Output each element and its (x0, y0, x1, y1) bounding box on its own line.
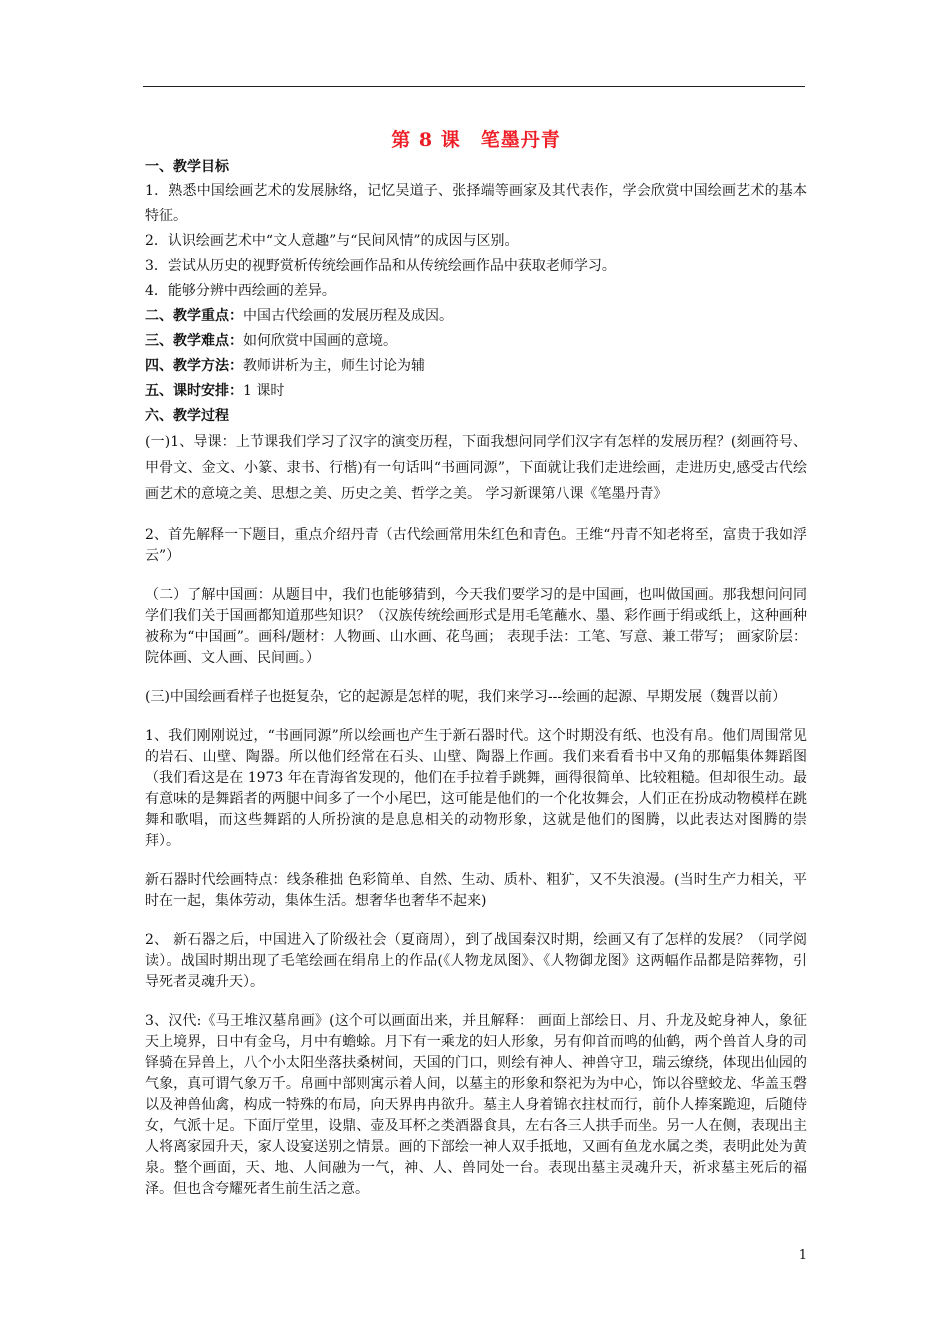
page-number: 1 (798, 1248, 807, 1263)
paragraph-gap (145, 669, 807, 687)
paragraph-gap (145, 993, 807, 1011)
difficulty-value: 如何欣赏中国画的意境。 (243, 333, 397, 349)
schedule-value: 1 课时 (243, 383, 285, 399)
process-paragraph: 新石器时代绘画特点：线条稚拙 色彩简单、自然、生动、质朴、粗犷，又不失浪漫。(当时生产力相关，平时在一起，集体劳动，集体生活。想奢华也奢华不起来) (145, 872, 807, 909)
goal-item: 3．尝试从历史的视野赏析传统绘画作品和从传统绘画作品中获取老师学习。 (145, 258, 616, 274)
goals-heading: 一、教学目标 (145, 159, 229, 175)
paragraph-gap (145, 567, 807, 585)
key-point (145, 304, 807, 329)
document-body (145, 126, 807, 1200)
paragraph-gap (145, 507, 807, 525)
difficulty (145, 329, 807, 354)
header-rule (143, 86, 805, 87)
process-paragraph: 1、我们刚刚说过，“书画同源”所以绘画也产生于新石器时代。这个时期没有纸、也没有帛。他们周围常见的岩石、山壁、陶器。所以他们经常在石头、山壁、陶器上作画。我们来看看书中又角的那幅集体舞蹈图（我们看这是在 1973 年在青海省发现的，他们在手拉着手跳舞，画得很简单、比较粗糙。但却很生动。最有意味的是舞蹈者的两腿中间多了一个小尾巴，这可能是他们的一个化妆舞会，人们正在扮成动物模样在跳舞和歌唱，而这些舞蹈的人所扮演的是息息相关的动物形象，这就是他们的图腾，以此表达对图腾的崇拜）。 (145, 728, 807, 849)
difficulty-label: 三、教学难点： (145, 333, 243, 349)
goal-item: 4．能够分辨中西绘画的差异。 (145, 283, 336, 299)
process-paragraph: 2、首先解释一下题目，重点介绍丹青（古代绘画常用朱红色和青色。王维“丹青不知老将至，富贵于我如浮云”） (145, 527, 807, 564)
schedule-label: 五、课时安排： (145, 383, 243, 399)
paragraph-gap (145, 912, 807, 930)
paragraph-gap (145, 708, 807, 726)
schedule (145, 379, 807, 404)
process-paragraph: 2、 新石器之后，中国进入了阶级社会（夏商周），到了战国秦汉时期，绘画又有了怎样的发展？（同学阅读）。战国时期出现了毛笔绘画在绢帛上的作品(《人物龙凤图》、《人物御龙图》这两幅作品都是陪葬物，引导死者灵魂升天）。 (145, 932, 807, 990)
process-paragraph: (三)中国绘画看样子也挺复杂，它的起源是怎样的呢，我们来学习---绘画的起源、早期发展（魏晋以前） (145, 689, 787, 705)
process-paragraph: (一)1、导课：上节课我们学习了汉字的演变历程，下面我想问同学们汉字有怎样的发展历程？(刻画符号、甲骨文、金文、小篆、隶书、行楷)有一句话叫“书画同源”，下面就让我们走进绘画，走进历史,感受古代绘画艺术的意境之美、思想之美、历史之美、哲学之美。 学习新课第八课《笔墨丹青》 (145, 434, 807, 502)
method (145, 354, 807, 379)
key-point-value: 中国古代绘画的发展历程及成因。 (243, 308, 453, 324)
method-value: 教师讲析为主，师生讨论为辅 (243, 358, 425, 374)
process-paragraph: 3、汉代:《马王堆汉墓帛画》(这个可以画面出来，并且解释： 画面上部绘日、月、升龙及蛇身神人，象征天上境界，日中有金乌，月中有蟾蜍。月下有一乘龙的妇人形象，另有仰首而鸣的仙鹤，两个兽首人身的司铎骑在异兽上，八个小太阳坐落扶桑树间，天国的门口，则绘有神人、神兽守卫，瑞云缭绕，体现出仙园的气象，真可谓气象万千。帛画中部则寓示着人间，以墓主的形象和祭祀为为中心，饰以谷壁蛟龙、华盖玉磬以及神兽仙禽，构成一特殊的布局，向天界冉冉欲升。墓主人身着锦衣拄杖而行，前仆人捧案跪迎，后随侍女，气派十足。下面厅堂里，设鼎、壶及耳杯之类酒器食具，左右各三人拱手而坐。另一人在侧，表现出主人将离家园升天，家人设宴送别之情景。画的下部绘一神人双手抵地，又画有鱼龙水属之类，表明此处为黄泉。整个画面，天、地、人间融为一气，神、人、兽同处一台。表现出墓主灵魂升天，祈求墓主死后的福泽。但也含夸耀死者生前生活之意。 (145, 1013, 807, 1197)
key-point-label: 二、教学重点： (145, 308, 243, 324)
page-title: 第 8 课 笔墨丹青 (391, 129, 561, 151)
paragraph-gap (145, 852, 807, 870)
process-heading: 六、教学过程 (145, 408, 229, 424)
method-label: 四、教学方法： (145, 358, 243, 374)
process-paragraph: （二）了解中国画：从题目中，我们也能够猜到，今天我们要学习的是中国画，也叫做国画。那我想问问同学们我们关于国画都知道那些知识？（汉族传统绘画形式是用毛笔蘸水、墨、彩作画于绢或纸上，这种画种被称为“中国画”。画科/题材：人物画、山水画、花鸟画； 表现手法：工笔、写意、兼工带写； 画家阶层：院体画、文人画、民间画。） (145, 587, 807, 666)
goal-item: 1．熟悉中国绘画艺术的发展脉络，记忆吴道子、张择端等画家及其代表作，学会欣赏中国绘画艺术的基本特征。 (145, 183, 807, 224)
goal-item: 2．认识绘画艺术中“文人意趣”与“民间风情”的成因与区别。 (145, 233, 519, 249)
